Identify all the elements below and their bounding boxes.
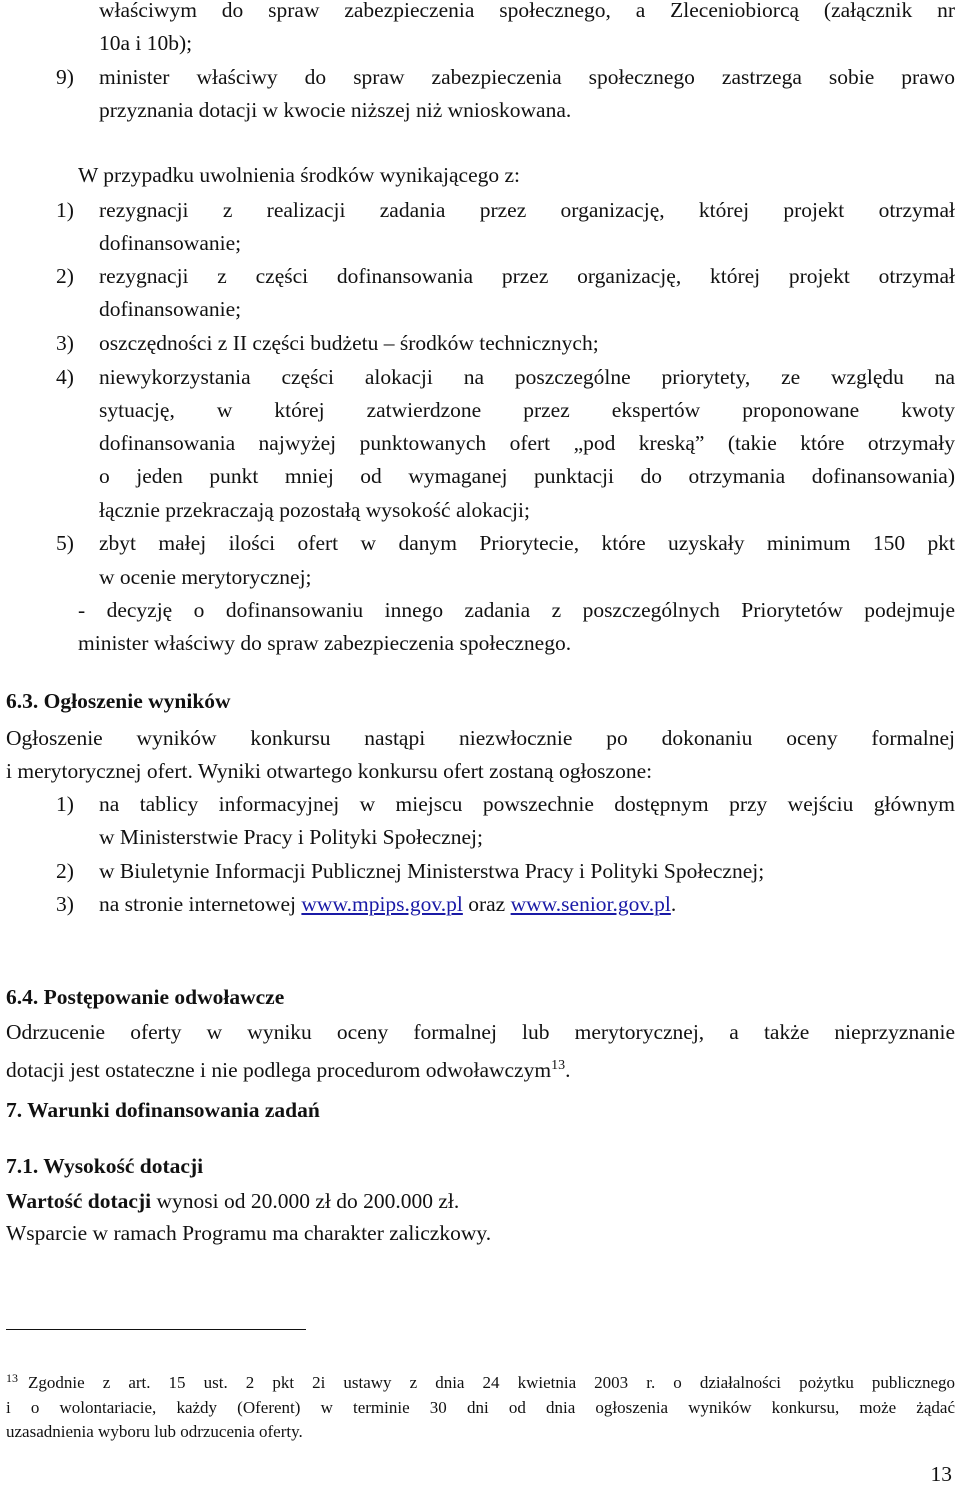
section-paragraph: . [565, 1058, 571, 1082]
list-item-text: na stronie internetowej [99, 892, 302, 916]
list-item-text: w Biuletynie Informacji Publicznej Ministerstwa Pracy i Polityki Społecznej; [99, 859, 765, 883]
list-item-text: oszczędności z II części budżetu – środków technicznych; [99, 331, 599, 355]
section-paragraph [6, 1049, 570, 1088]
footnote-line: uzasadnienia wyboru lub odrzucenia oferty. [6, 1422, 303, 1441]
list-number: 1) [56, 198, 74, 222]
mpips-website-link[interactable]: www.mpips.gov.pl [301, 892, 463, 916]
list-number: 3) [56, 892, 74, 916]
list-continuation-line: właściwym do spraw zabezpieczenia społecznego, a Zleceniobiorcą (załącznik nr [99, 0, 955, 22]
senior-website-link[interactable]: www.senior.gov.pl [510, 892, 671, 916]
list-item-text: . [670, 892, 677, 916]
footnote-line: i o wolontariacie, każdy (Oferent) w terminie 30 dni od dnia ogłoszenia wyników konkursu, może żądać [6, 1397, 955, 1417]
list-item-text: dofinansowanie; [99, 297, 242, 321]
list-item-text: przyznania dotacji w kwocie niższej niż wnioskowana. [99, 98, 572, 122]
footnote-separator [6, 1329, 306, 1330]
list-item-text: zbyt małej ilości ofert w danym Priorytecie, które uzyskały minimum 150 pkt [99, 531, 955, 555]
list-item-text: łącznie przekraczają pozostałą wysokość alokacji; [99, 498, 530, 522]
section-paragraph: Odrzucenie oferty w wyniku oceny formalnej lub merytorycznej, a także nieprzyznanie [6, 1020, 955, 1044]
list-item-text: na tablicy informacyjnej w miejscu powszechnie dostępnym przy wejściu głównym [99, 792, 955, 816]
grant-amount-value: wynosi od 20.000 zł do 200.000 zł. [151, 1189, 460, 1213]
footnote-line [6, 1366, 955, 1396]
list-item-text: o jeden punkt mniej od wymaganej punktacji do otrzymania dofinansowania) [99, 464, 955, 488]
list-number: 2) [56, 264, 74, 288]
list-number: 1) [56, 792, 74, 816]
decision-paragraph: - decyzję o dofinansowaniu innego zadania z poszczególnych Priorytetów podejmuje [78, 598, 955, 622]
footnote-text: Zgodnie z art. 15 ust. 2 pkt 2i ustawy z dnia 24 kwietnia 2003 r. o działalności pożytku publicznego [28, 1373, 955, 1392]
list-item-text: oraz [462, 892, 511, 916]
section-paragraph: Ogłoszenie wyników konkursu nastąpi niezwłocznie po dokonaniu oceny formalnej [6, 726, 955, 750]
section-paragraph: i merytorycznej ofert. Wyniki otwartego konkursu ofert zostaną ogłoszone: [6, 759, 653, 783]
list-number: 3) [56, 331, 74, 355]
footnote [6, 1366, 955, 1445]
list-item-text: dofinansowania najwyżej punktowanych ofert „pod kreską” (takie które otrzymały [99, 431, 955, 455]
decision-paragraph: minister właściwy do spraw zabezpieczenia społecznego. [78, 631, 572, 655]
list-item-text: rezygnacji z realizacji zadania przez organizację, której projekt otrzymał [99, 198, 955, 222]
list-item-text: rezygnacji z części dofinansowania przez organizację, której projekt otrzymał [99, 264, 955, 288]
paragraph-intro: W przypadku uwolnienia środków wynikającego z: [78, 163, 521, 187]
list-item-text: niewykorzystania części alokacji na poszczególne priorytety, ze względu na [99, 365, 955, 389]
list-number: 4) [56, 365, 74, 389]
footnote-reference[interactable]: 13 [551, 1058, 566, 1073]
section-paragraph: dotacji jest ostateczne i nie podlega procedurom odwoławczym [6, 1058, 552, 1082]
list-item-text [99, 888, 676, 922]
section-heading-7: 7. Warunki dofinansowania zadań [6, 1098, 320, 1122]
list-number: 9) [56, 65, 74, 89]
page-number: 13 [930, 1462, 952, 1486]
list-number: 2) [56, 859, 74, 883]
list-continuation-line: 10a i 10b); [99, 31, 193, 55]
section-heading-6-3: 6.3. Ogłoszenie wyników [6, 689, 231, 713]
list-item-text: w Ministerstwie Pracy i Polityki Społecznej; [99, 825, 483, 849]
list-number: 5) [56, 531, 74, 555]
grant-amount-line [6, 1185, 459, 1219]
list-item-text: sytuację, w której zatwierdzone przez ekspertów proponowane kwoty [99, 398, 955, 422]
list-item-text: dofinansowanie; [99, 231, 242, 255]
section-heading-6-4: 6.4. Postępowanie odwoławcze [6, 985, 285, 1009]
list-item-text: minister właściwy do spraw zabezpieczenia społecznego zastrzega sobie prawo [99, 65, 955, 89]
grant-amount-label: Wartość dotacji [6, 1189, 152, 1213]
footnote-number: 13 [6, 1371, 18, 1385]
advance-payment-line: Wsparcie w ramach Programu ma charakter zaliczkowy. [6, 1221, 492, 1245]
section-heading-7-1: 7.1. Wysokość dotacji [6, 1154, 204, 1178]
list-item-text: w ocenie merytorycznej; [99, 565, 312, 589]
